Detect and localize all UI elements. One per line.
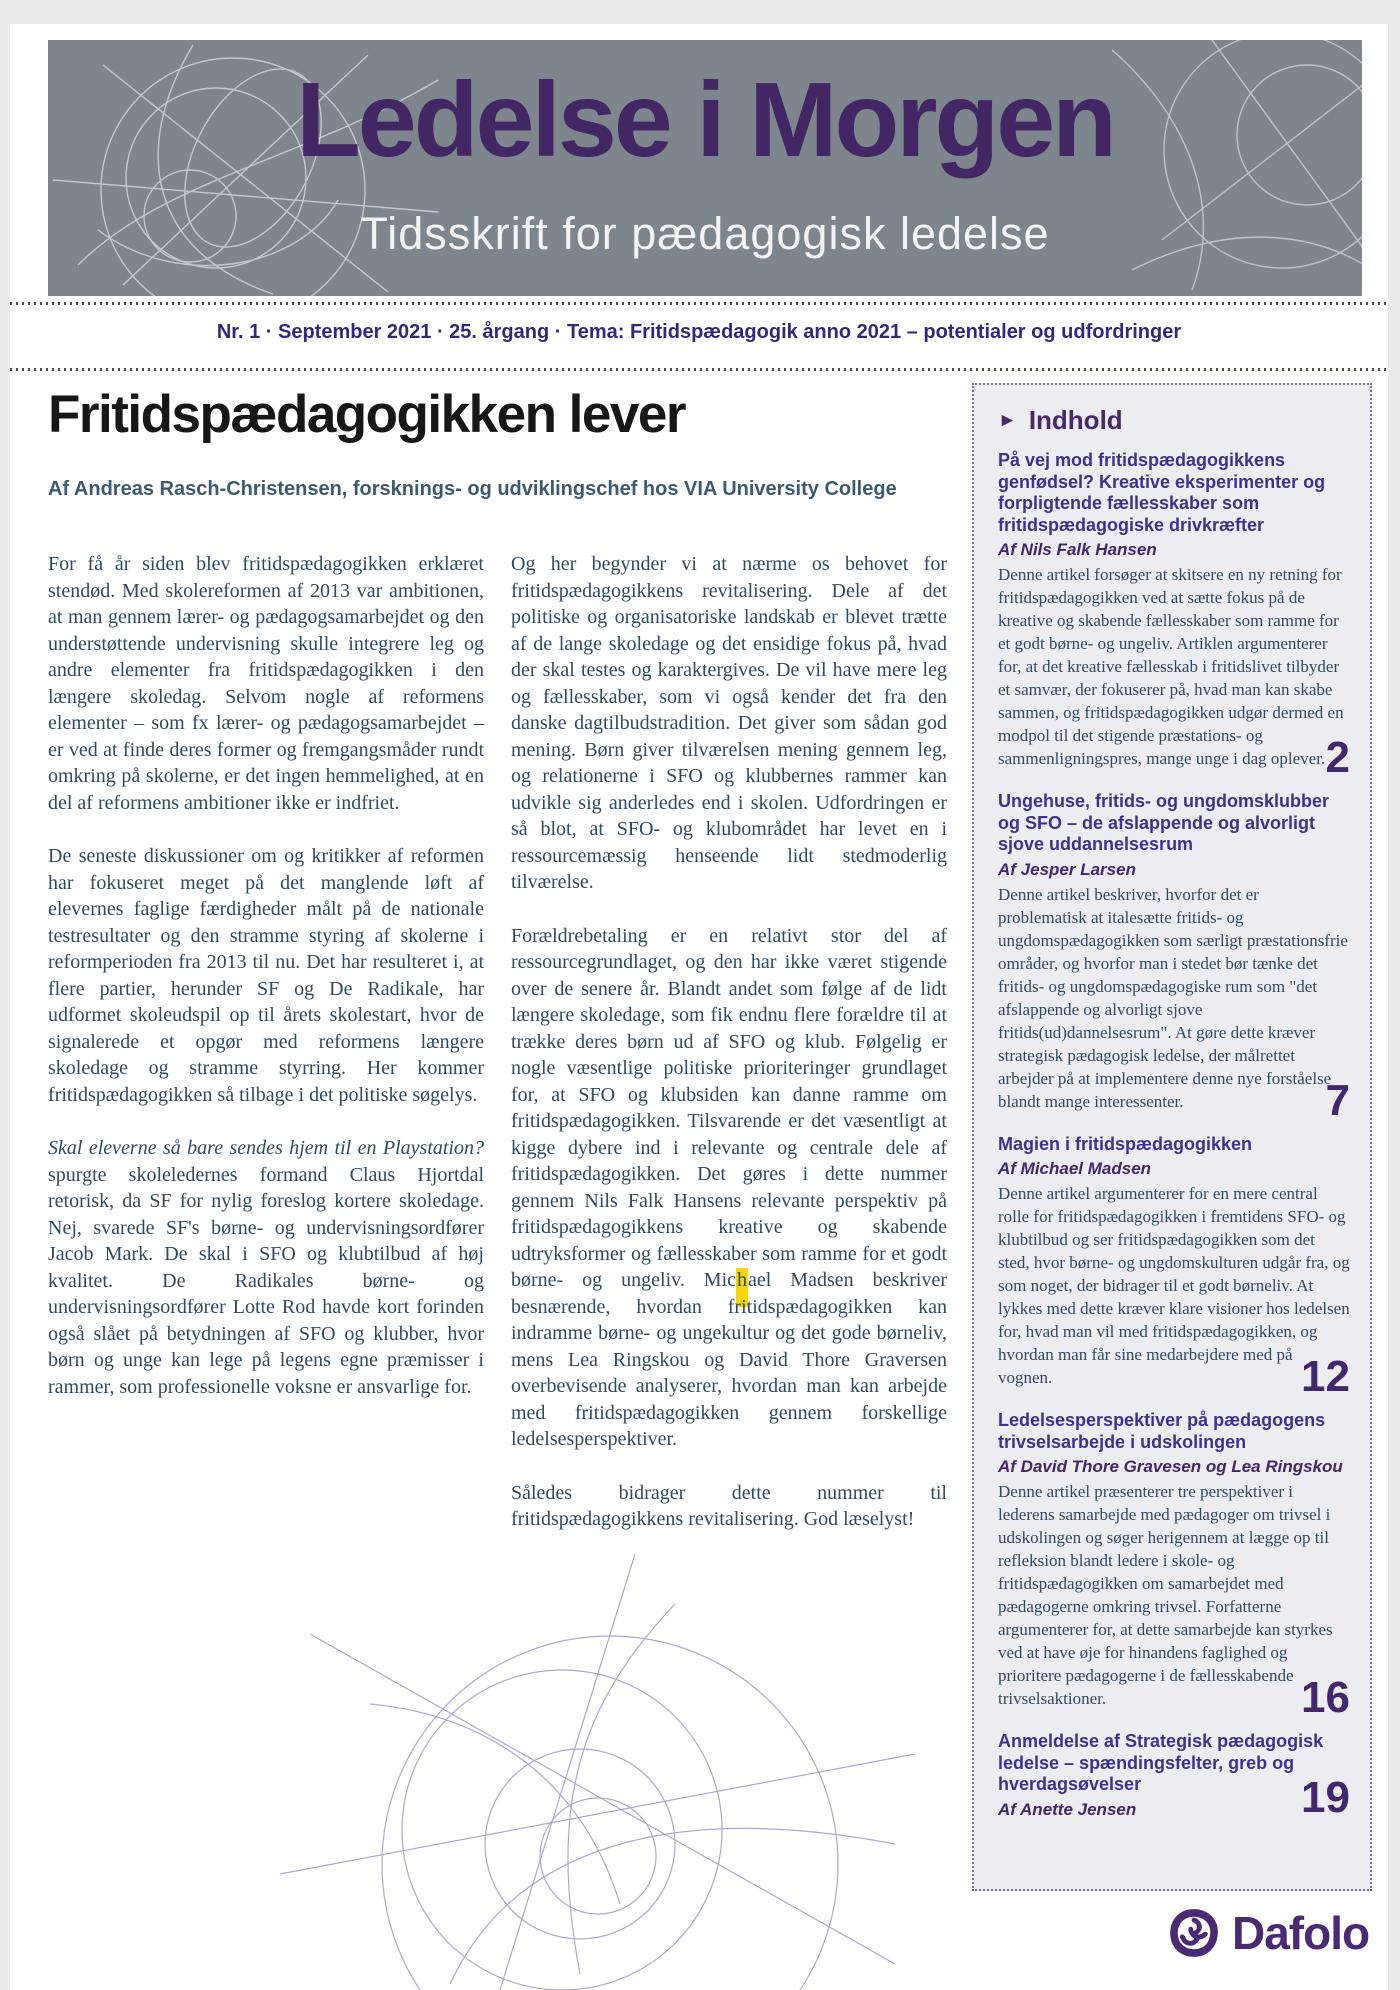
toc-header — [998, 405, 1350, 436]
body-column-2 — [511, 551, 947, 1560]
toc-entry-title: Magien i fritidspædagogikken — [998, 1133, 1253, 1154]
toc-entry-author: Af Michael Madsen — [998, 1159, 1152, 1178]
dafolo-rose-icon — [1168, 1907, 1220, 1959]
article-headline: Fritidspædagogikken lever — [48, 385, 685, 444]
article-byline: Af Andreas Rasch-Christensen, forsknings- og udviklingschef hos VIA University College — [48, 478, 897, 500]
toc-entry-summary: Denne artikel argumenterer for en mere central rolle for fritidspædagogikken i fremtidens SFO- og klubtilbud og ser fritidspædagogikken som det sted, hvor børne- og ungdomskulturen udgår fra, og som noget, der bidrager til et godt børneliv. At lykkes med dette kræver klare visioner hos ledelsen for, hvad man vil med fritidspædagogikken, og hvordan man får sine medarbejdere med på vognen. — [998, 1184, 1350, 1387]
toc-entry-title: Ungehuse, fritids- og ungdomsklubber og SFO – de afslappende og alvorligt sjove uddannelsesrum — [998, 791, 1330, 854]
page — [10, 24, 1388, 1990]
body-column-1 — [48, 551, 484, 1560]
toc-page-number: 16 — [1301, 1673, 1350, 1722]
paragraph: Skal eleverne så bare sendes hjem til en Playstation? spurgte skoleledernes formand Claus Hjortdal retorisk, da SF for nylig foreslog kortere skoledage. Nej, svarede SF's børne- og undervisningsordfører Jacob Mark. De skal i SFO og klubtilbud af høj kvalitet. De Radikales børne- og undervisningsordfører Lotte Rod havde kort forinden også slået på betydningen af SFO og klubber, hvor børn og unge kan lege på legens egne præmisser i rammer, som professionelle voksne er ansvarlige for. — [48, 1137, 484, 1398]
paragraph: Forældrebetaling er en relativt stor del af ressourcegrundlaget, og den har ikke været stigende over de senere år. Blandt andet som følge af de lidt længere skoledage, som fik endnu flere forældre til at trække deres børn ud af SFO og klub. Følgelig er nogle væsentlige politiske prioriteringer grundlaget for, at SFO og klubsiden kan danne ramme om fritidspædagogikken. Tilsvarende er det væsentligt at kigge dybere ind i relevante og centrale dele af fritidspædagogikken. Det gøres i dette nummer gennem Nils Falk Hansens relevante perspektiv på fritidspædagogikkens kreative og skabende udtryksformer og fællesskaber som ramme for et godt børne- og ungeliv. Michael Madsen beskriver besnærende, hvordan fritidspædagogikken kan indramme børne- og ungekultur og det gode børneliv, mens Lea Ringskou og David Thore Graversen overbevisende analyserer, hvordan man kan arbejde med fritidspædagogikken gennem forskellige ledelsesperspektiver. — [511, 924, 947, 1450]
journal-title: Ledelse i Morgen — [296, 61, 1114, 179]
dotted-divider-bottom — [10, 368, 1388, 371]
toc-header-label: Indhold — [1028, 405, 1123, 435]
italic-question: Skal eleverne så bare sendes hjem til en Playstation? — [48, 1137, 484, 1159]
arrow-right-icon: ► — [998, 410, 1017, 431]
toc-entry-author: Af David Thore Gravesen og Lea Ringskou — [998, 1457, 1343, 1476]
main-article — [48, 384, 948, 1560]
journal-subtitle: Tidsskrift for pædagogisk ledelse — [360, 208, 1050, 259]
toc-entry — [998, 1731, 1350, 1820]
toc-page-number: 19 — [1301, 1772, 1350, 1822]
toc-page-number: 12 — [1301, 1352, 1350, 1401]
toc-entry-title: Ledelsesperspektiver på pædagogens trivselsarbejde i udskolingen — [998, 1410, 1326, 1452]
article-body — [48, 551, 948, 1560]
toc-page-number: 7 — [1325, 1075, 1350, 1125]
paragraph: Således bidrager dette nummer til fritidspædagogikkens revitalisering. God læselyst! — [511, 1481, 947, 1530]
toc-entry-author: Af Jesper Larsen — [998, 859, 1136, 879]
paragraph: Og her begynder vi at nærme os behovet for fritidspædagogikkens revitalisering. Dele af det politiske og organisatoriske landskab er blevet trætte af de lange skoledage og det ensidige fokus på, hvad der skal testes og karaktergives. De vil have mere leg og fællesskaber, som vi også kender det fra den danske dagtilbudstradition. Det giver som sådan god mening. Børn giver tilværelsen mening gennem leg, og relationerne i SFO og klubbernes rammer kan udvikle sig anderledes end i skolen. Udfordringen er så blot, at SFO- og klubområdet har levet en i ressourcemæssig henseende lidt stedmoderlig tilværelse. — [511, 553, 947, 893]
toc-entry — [998, 450, 1350, 782]
toc-entry-title: Anmeldelse af Strategisk pædagogisk ledelse – spændingsfelter, greb og hverdagsøvelser — [998, 1731, 1324, 1794]
publisher-logo-text: Dafolo — [1232, 1907, 1370, 1959]
toc-entry — [998, 1410, 1350, 1722]
issue-info-line: Nr. 1 · September 2021 · 25. årgang · Tema: Fritidspædagogik anno 2021 – potentialer og udfordringer — [216, 321, 1182, 343]
toc-entry-summary: Denne artikel forsøger at skitsere en ny retning for fritidspædagogikken ved at sætte fokus på de kreative og skabende fællesskaber som ramme for et godt børne- og ungeliv. Artiklen argumenterer for, at det kreative fællesskab i fritidslivet tilbyder et samvær, der fokuserer på, hvad man kan skabe sammen, og fritidspædagogikken udgør dermed en modpol til det stigende præstations- og sammenligningspres, mange unge i dag oplever. — [998, 565, 1344, 768]
dotted-divider-top — [10, 302, 1388, 305]
toc-page-number: 2 — [1325, 733, 1350, 782]
toc-sidebar — [972, 383, 1372, 1891]
toc-entry — [998, 1133, 1350, 1401]
geometric-line-art-bottom — [250, 1544, 950, 1990]
toc-entry-summary: Denne artikel beskriver, hvorfor det er problematisk at italesætte fritids- og ungdomspædagogikken som særligt præstationsfrie områder, og hvorfor man i stedet bør tænke det fritids- og ungdomspædagogiske rum som "det afslappende og alvorligt sjove fritids(ud)dannelsesrum". At gøre dette kræver strategisk pædagogisk ledelse, der målrettet arbejder på at implementere denne nye forståelse blandt mange interessenter. — [998, 884, 1348, 1111]
publisher-logo — [1168, 1906, 1369, 1960]
text-highlight: h — [736, 1268, 748, 1307]
toc-entry-author: Af Nils Falk Hansen — [998, 540, 1157, 559]
toc-entry — [998, 791, 1350, 1125]
paragraph: For få år siden blev fritidspædagogikken erklæret stendød. Med skolereformen af 2013 var ambitionen, at man gennem lærer- og pædagogsamarbejdet og den understøttende undervisning skulle integrere leg og andre elementer fra fritidspædagogikken i den længere skoledag. Selvom nogle af reformens elementer – som fx lærer- og pædagogsamarbejdet – er ved at finde deres former og fremgangsmåder rundt omkring på skolerne, er det ingen hemmelighed, at en del af reformens ambitioner ikke er indfriet. — [48, 553, 484, 814]
toc-entry-author: Af Anette Jensen — [998, 1799, 1137, 1819]
toc-entry-title: På vej mod fritidspædagogikkens genfødsel? Kreative eksperimenter og forpligtende fællesskaber som fritidspædagogiske drivkræfter — [998, 450, 1326, 535]
paragraph: De seneste diskussioner om og kritikker af reformen har fokuseret meget på det manglende løft af elevernes faglige færdigheder målt på de nationale testresultater og den stramme styring af skolerne i reformperioden fra 2013 til nu. Det har resulteret i, at flere partier, herunder SF og De Radikale, har udformet skoleudspil op til årets skolestart, hvor de signalerede et opgør med reformens længere skoledage og stramme styrring. Her kommer fritidspædagogikken så tilbage i det politiske søgelys. — [48, 845, 484, 1106]
masthead-banner — [48, 40, 1362, 296]
toc-entry-summary: Denne artikel præsenterer tre perspektiver i lederens samarbejde med pædagoger om trivsel i udskolingen og søger herigennem at lægge op til refleksion blandt ledere i skole- og fritidspædagogikken om samarbejdet med pædagogerne omkring trivsel. Forfatterne argumenterer for, at dette samarbejde kan styrkes ved at have øje for hinandens faglighed og prioritere pædagogerne i de fællesskabende trivselsaktioner. — [998, 1482, 1333, 1708]
